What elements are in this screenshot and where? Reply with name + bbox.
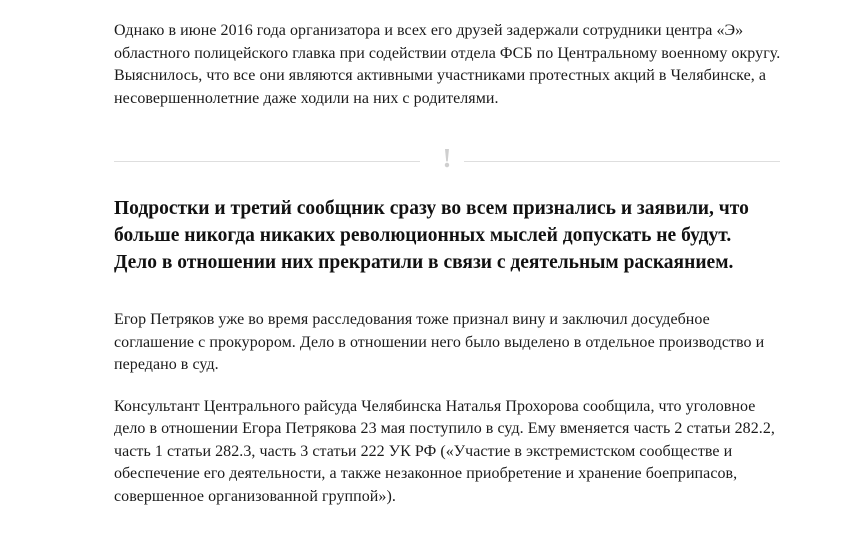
- divider-line-right: [464, 161, 780, 162]
- article-paragraph: Консультант Центрального райсуда Челябинска Наталья Прохорова сообщила, что уголовное дело в отношении Егора Петрякова 23 мая поступило в суд. Ему вменяется часть 2 статьи 282.2, часть 1 статьи 282.3, часть 3 статьи 222 УК РФ («Участие в экстремистском сообществе и обеспечение его деятельности, а также незаконное приобретение и хранение боеприпасов, совершенное организованной группой»).: [114, 397, 775, 505]
- section-divider: [114, 143, 786, 173]
- pull-quote: Подростки и третий сообщник сразу во всем признались и заявили, что больше никогда никаких революционных мыслей допускать не будут. Дело в отношении них прекратили в связи с деятельным раскаянием.: [114, 198, 749, 273]
- exclamation-icon: !: [442, 143, 452, 173]
- article-paragraph: Однако в июне 2016 года организатора и всех его друзей задержали сотрудники центра «Э» областного полицейского главка при содействии отдела ФСБ по Центральному военному округу. Выяснилось, что все они являются активными участниками протестных акций в Челябинске, а несовершеннолетние даже ходили на них с родителями.: [114, 22, 781, 107]
- article-body: [114, 20, 786, 508]
- divider-line-left: [114, 161, 420, 162]
- article-paragraph: Егор Петряков уже во время расследования тоже признал вину и заключил досудебное соглашение с прокурором. Дело в отношении него было выделено в отдельное производство и передано в суд.: [114, 311, 765, 373]
